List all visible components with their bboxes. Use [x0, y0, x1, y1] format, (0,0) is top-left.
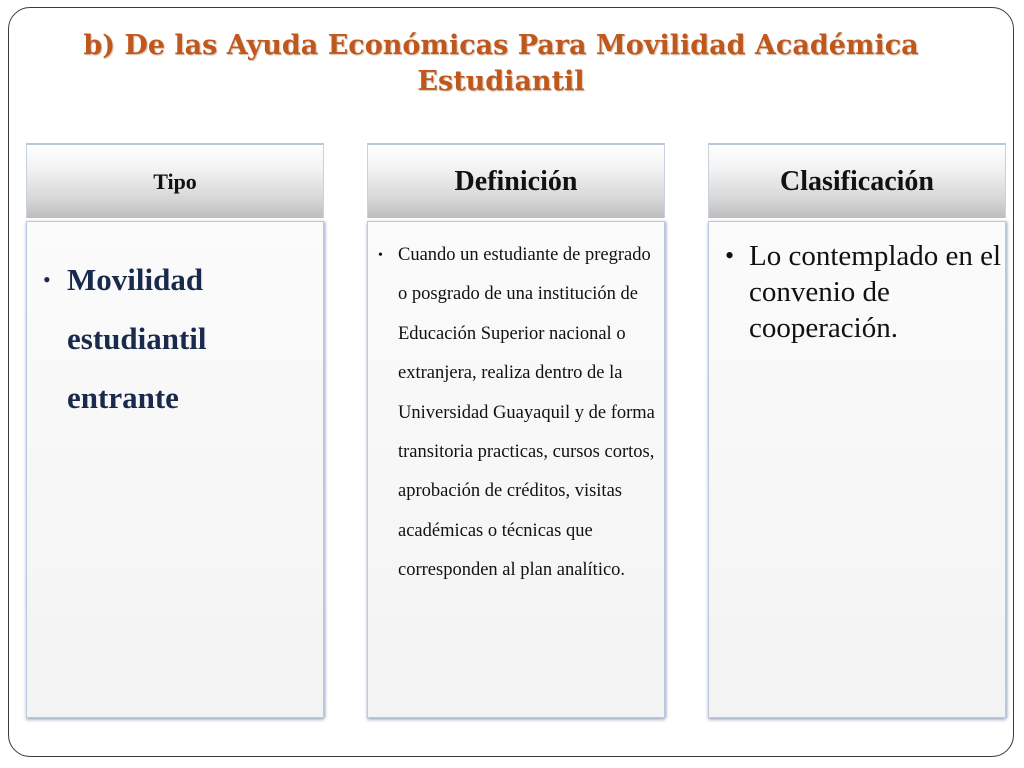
- slide-title: [9, 28, 993, 100]
- column-header-clasificacion: Clasificación: [708, 143, 1006, 218]
- bullet-text-tipo: Movilidad estudiantil entrante: [67, 262, 207, 415]
- slide-title-line-2: Estudiantil: [417, 66, 585, 97]
- column-definicion: [367, 143, 665, 718]
- bullet-text-clasificacion: Lo contemplado en el convenio de cooperación.: [749, 240, 1002, 344]
- column-body-tipo: [26, 221, 324, 718]
- column-clasificacion: [708, 143, 1006, 718]
- column-header-tipo: Tipo: [26, 143, 324, 218]
- column-header-definicion: Definición: [367, 143, 665, 218]
- bullet-item: [725, 238, 1005, 346]
- slide-title-line-1: b) De las Ayuda Económicas Para Movilidad Académica: [83, 30, 919, 61]
- bullet-icon: •: [378, 248, 383, 263]
- bullet-item: [378, 236, 662, 591]
- bullet-icon: •: [43, 267, 51, 292]
- column-body-clasificacion: [708, 221, 1006, 718]
- column-tipo: [26, 143, 324, 718]
- bullet-text-definicion: Cuando un estudiante de pregrado o posgrado de una institución de Educación Superior nacional o extranjera, realiza dentro de la Universidad Guayaquil y de forma transitoria practicas, cursos cortos, aprobación de créditos, visitas académicas o técnicas que corresponden al plan analítico.: [398, 245, 655, 581]
- bullet-item: [43, 250, 313, 427]
- bullet-icon: •: [725, 241, 735, 270]
- column-body-definicion: [367, 221, 665, 718]
